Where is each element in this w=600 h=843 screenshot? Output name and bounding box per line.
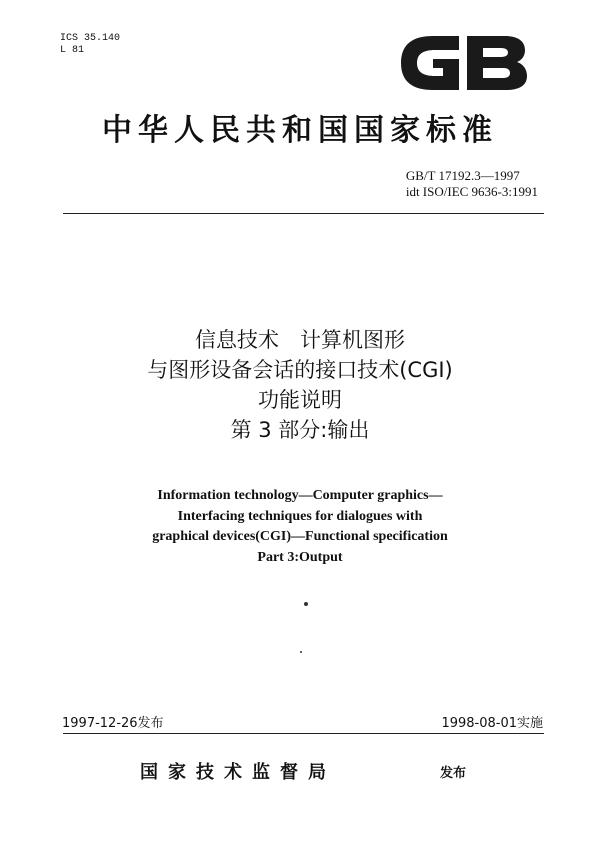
header-divider xyxy=(63,213,544,214)
chinese-title-line: 第 3 部分:输出 xyxy=(230,418,370,442)
gb-logo xyxy=(393,32,533,94)
gb-logo-mark xyxy=(393,32,533,94)
english-title-line: Information technology—Computer graphics— xyxy=(157,488,443,503)
english-title xyxy=(20,486,580,568)
chinese-title-line: 信息技术 计算机图形 xyxy=(195,328,405,352)
issuing-authority: 国家技术监督局 xyxy=(140,762,336,783)
classification-codes xyxy=(60,33,120,57)
english-title-line: graphical devices(CGI)—Functional specification xyxy=(152,529,448,544)
english-title-line: Part 3:Output xyxy=(257,549,343,565)
ics-code: ICS 35.140 xyxy=(60,33,121,44)
scan-speck xyxy=(304,602,308,606)
national-standard-title: 中华人民共和国国家标准 xyxy=(102,113,498,148)
issuing-authority-suffix: 发布 xyxy=(440,766,467,781)
issue-date: 1997-12-26发布 xyxy=(62,716,164,731)
chinese-title-line: 功能说明 xyxy=(258,388,342,412)
standard-code: GB/T 17192.3—1997 xyxy=(405,168,520,183)
scan-speck xyxy=(300,651,302,653)
footer-divider xyxy=(63,733,544,734)
identical-standard: idt ISO/IEC 9636-3:1991 xyxy=(405,184,538,199)
english-title-line: Interfacing techniques for dialogues with xyxy=(177,508,423,524)
ccs-code: L 81 xyxy=(60,45,85,56)
chinese-title xyxy=(20,325,580,445)
standard-number-block xyxy=(406,168,538,200)
chinese-title-line: 与图形设备会话的接口技术(CGI) xyxy=(147,358,453,382)
implementation-date: 1998-08-01实施 xyxy=(441,716,543,731)
